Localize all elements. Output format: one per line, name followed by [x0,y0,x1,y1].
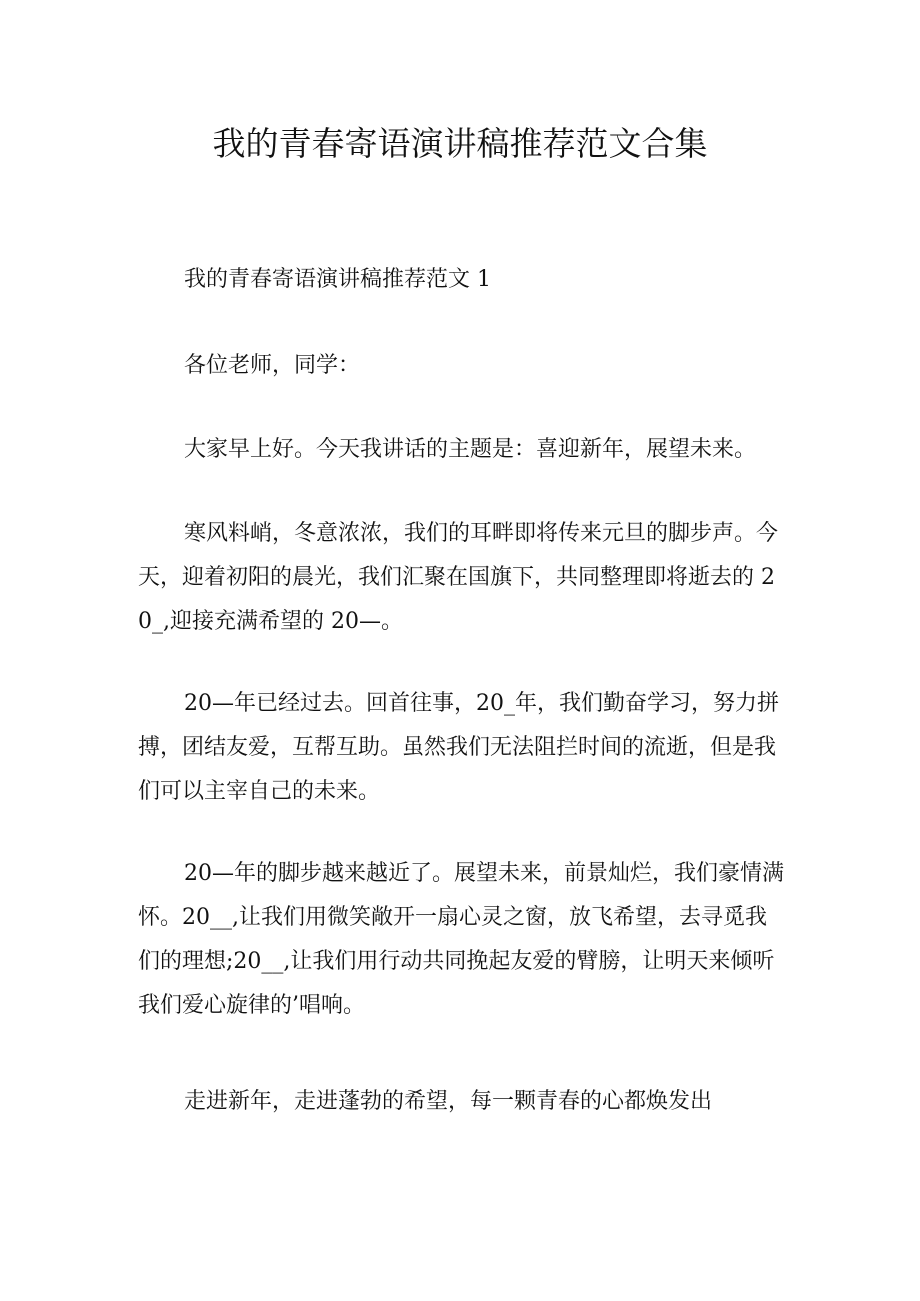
body-paragraph: 20—年已经过去。回首往事，20_年，我们勤奋学习，努力拼搏，团结友爱，互帮互助。虽然我们无法阻拦时间的流逝，但是我们可以主宰自己的未来。 [138,691,779,804]
salutation-paragraph: 各位老师，同学： [184,353,361,378]
body-paragraph: 20—年的脚步越来越近了。展望未来，前景灿烂，我们豪情满怀。20__,让我们用微笑敞开一扇心灵之窗，放飞希望，去寻觅我们的理想;20__,让我们用行动共同挽起友爱的臂膀，让明天来倾听我们爱心旋律的’唱响。 [138,861,784,1018]
section-heading: 我的青春寄语演讲稿推荐范文 1 [184,267,491,292]
greeting-paragraph: 大家早上好。今天我讲话的主题是：喜迎新年，展望未来。 [184,437,757,462]
body-paragraph: 走进新年，走进蓬勃的希望，每一颗青春的心都焕发出 [184,1089,713,1114]
body-paragraph: 寒风料峭，冬意浓浓，我们的耳畔即将传来元旦的脚步声。今天，迎着初阳的晨光，我们汇聚在国旗下，共同整理即将逝去的 20_,迎接充满希望的 20—。 [138,521,779,634]
document-title: 我的青春寄语演讲稿推荐范文合集 [212,124,708,163]
